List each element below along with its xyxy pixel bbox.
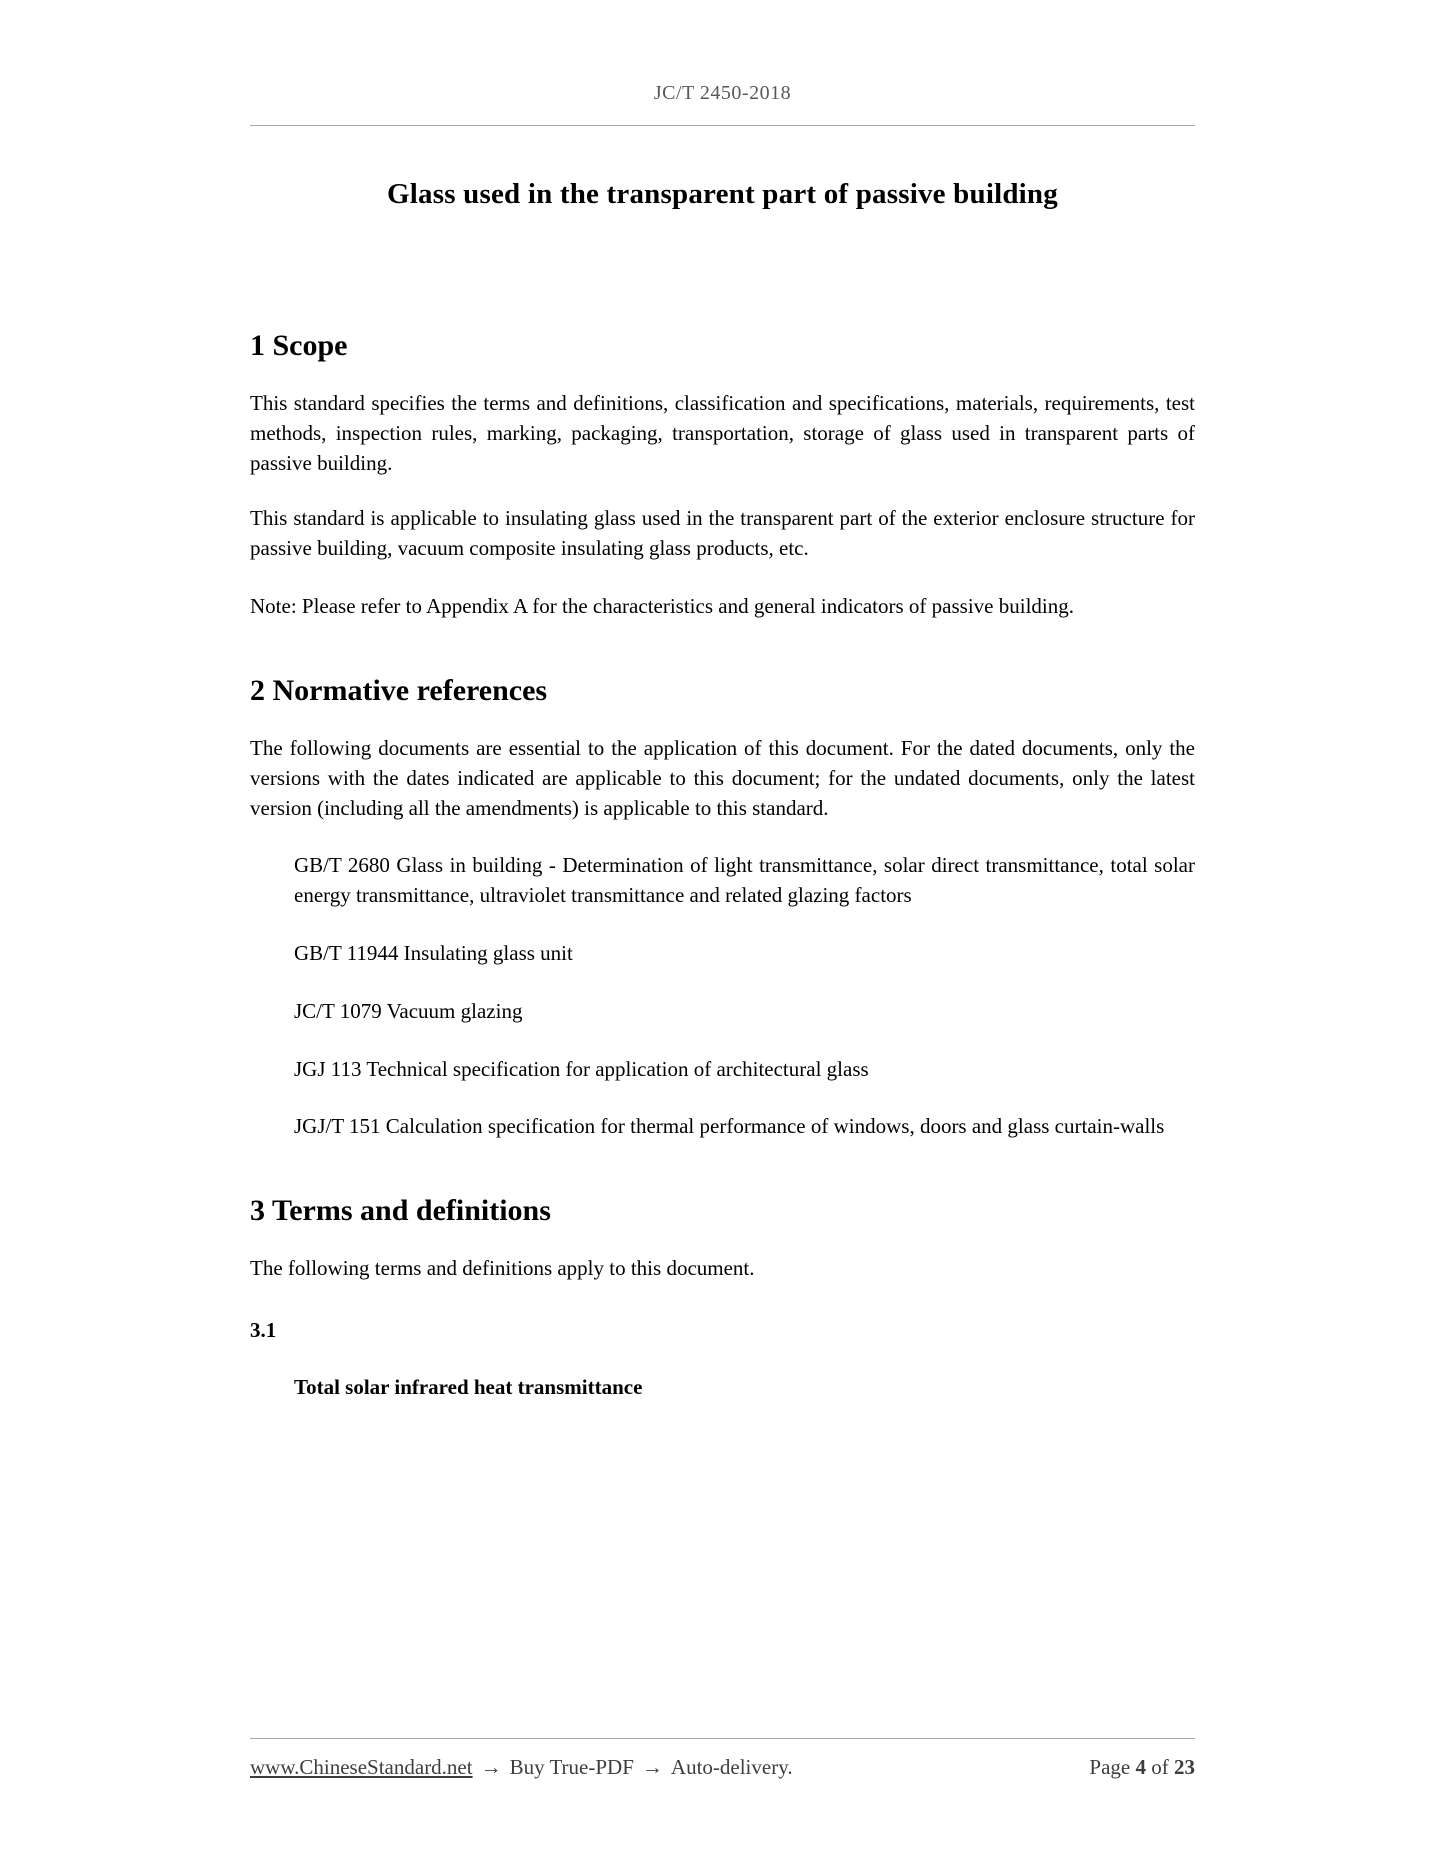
clause-number: 3.1 xyxy=(250,1318,277,1342)
section-scope xyxy=(250,329,1195,622)
scope-paragraph-1: This standard specifies the terms and definitions, classification and specifications, materials, requirements, test methods, inspection rules, marking, packaging, transportation, storage of glass used in transparent parts of passive building. xyxy=(250,391,1195,475)
footer-row xyxy=(250,1755,1195,1780)
reference-item: JGJ 113 Technical specification for application of architectural glass xyxy=(294,1056,869,1081)
reference-item: JC/T 1079 Vacuum glazing xyxy=(294,998,523,1023)
normative-intro: The following documents are essential to the application of this document. For the dated documents, only the versions with the dates indicated are applicable to this document; for the undated documents, only the latest version (including all the amendments) is applicable to this standard. xyxy=(250,735,1195,820)
page-number: 4 xyxy=(1135,1755,1146,1779)
scope-note: Note: Please refer to Appendix A for the characteristics and general indicators of passive building. xyxy=(250,594,1074,619)
reference-item: GB/T 11944 Insulating glass unit xyxy=(294,940,573,965)
page-indicator xyxy=(1089,1755,1195,1780)
section-normative-references xyxy=(250,674,1195,1142)
term-name: Total solar infrared heat transmittance xyxy=(294,1375,643,1399)
header-divider xyxy=(250,125,1195,126)
document-title: Glass used in the transparent part of passive building xyxy=(387,178,1058,210)
page-header xyxy=(250,82,1195,126)
terms-intro: The following terms and definitions apply to this document. xyxy=(250,1256,755,1281)
section-terms-definitions xyxy=(250,1194,1195,1400)
of-word: of xyxy=(1151,1755,1169,1779)
page-footer xyxy=(250,1738,1195,1780)
reference-item: JGJ/T 151 Calculation specification for thermal performance of windows, doors and glass curtain-walls xyxy=(294,1114,1165,1139)
arrow-icon: → xyxy=(641,1755,663,1779)
footer-action-delivery: Auto-delivery. xyxy=(670,1755,793,1779)
page-word: Page xyxy=(1089,1755,1131,1779)
footer-divider xyxy=(250,1738,1195,1739)
arrow-icon: → xyxy=(480,1755,502,1779)
scope-paragraph-2: This standard is applicable to insulating glass used in the transparent part of the exterior enclosure structure for passive building, vacuum composite insulating glass products, etc. xyxy=(250,506,1195,561)
site-link[interactable]: www.ChineseStandard.net xyxy=(250,1755,473,1779)
standard-number: JC/T 2450-2018 xyxy=(653,82,792,104)
scope-heading: 1 Scope xyxy=(250,329,348,362)
footer-left xyxy=(250,1755,793,1780)
normative-heading: 2 Normative references xyxy=(250,673,548,707)
total-pages: 23 xyxy=(1174,1755,1195,1779)
reference-item: GB/T 2680 Glass in building - Determination of light transmittance, solar direct transmittance, total solar energy transmittance, ultraviolet transmittance and related glazing factors xyxy=(294,853,1195,908)
footer-action-buy: Buy True-PDF xyxy=(509,1755,634,1779)
terms-heading: 3 Terms and definitions xyxy=(250,1194,551,1228)
